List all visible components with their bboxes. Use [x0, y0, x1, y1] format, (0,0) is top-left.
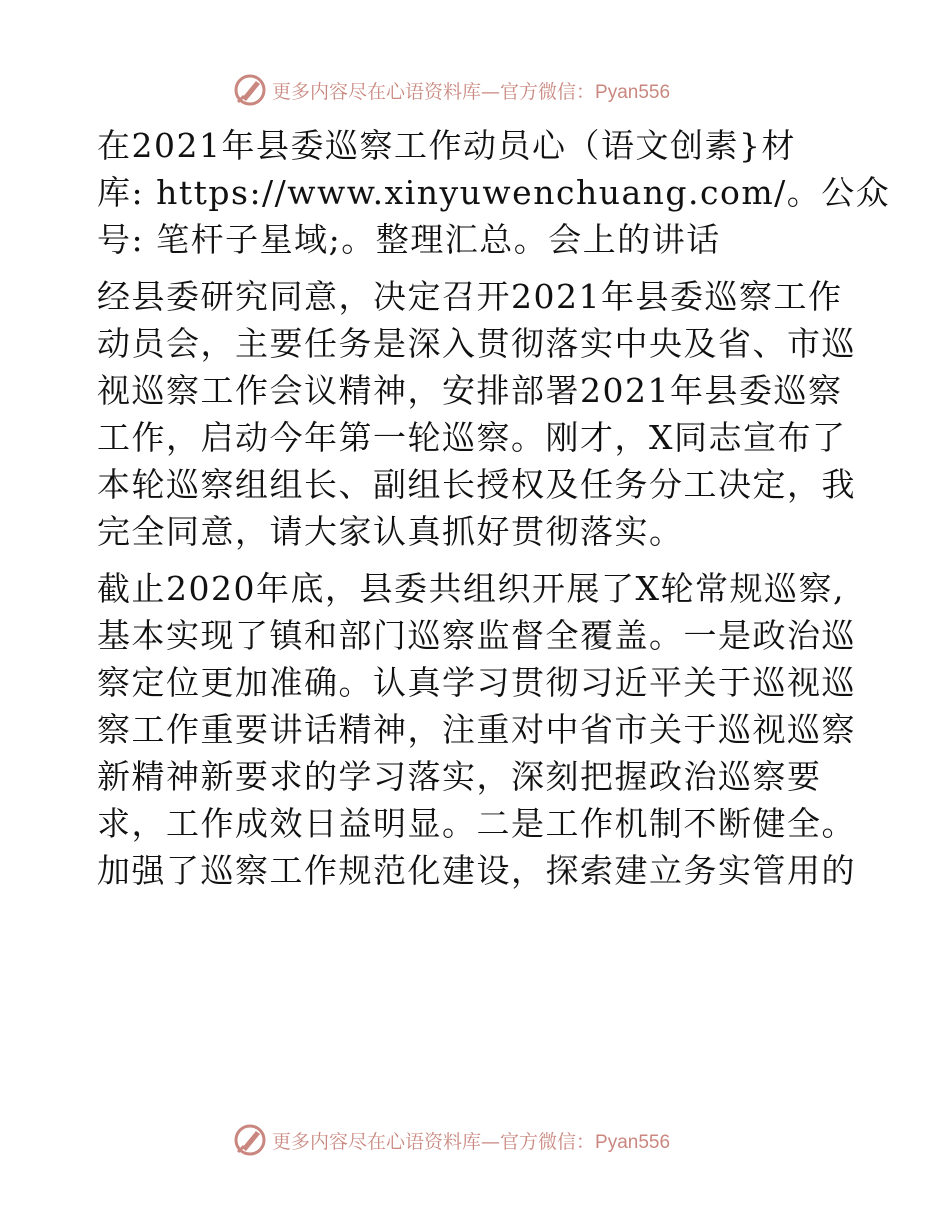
text-line: 新精神新要求的学习落实，深刻把握政治巡察要 [97, 757, 822, 796]
paragraph-2 [97, 273, 856, 555]
text-line: 完全同意，请大家认真抓好贯彻落实。 [97, 512, 684, 551]
watermark-banner-bottom [232, 1120, 712, 1160]
wechat-id: Pyan556 [595, 1131, 671, 1153]
paragraph-1 [97, 122, 891, 263]
watermark-text: 更多内容尽在心语资料库—官方微信：Pyan556 [272, 1130, 671, 1153]
text-line: 库: https://www.xinyuwenchuang.com/。公众 [97, 173, 891, 212]
watermark-banner-top [232, 70, 712, 110]
wechat-id: Pyan556 [595, 81, 671, 103]
pen-logo-icon [232, 1122, 268, 1158]
paragraph-3 [97, 565, 856, 894]
text-line: 号: 笔杆子星域;。整理汇总。会上的讲话 [97, 220, 721, 259]
text-line: 本轮巡察组组长、副组长授权及任务分工决定，我 [97, 465, 856, 504]
text-line: 在2021年县委巡察工作动员心（语文创素}材 [97, 126, 796, 165]
text-line: 截止2020年底，县委共组织开展了X轮常规巡察, [97, 569, 845, 608]
text-line: 察工作重要讲话精神，注重对中省市关于巡视巡察 [97, 710, 856, 749]
document-body [97, 122, 891, 904]
watermark-text: 更多内容尽在心语资料库—官方微信：Pyan556 [272, 80, 671, 103]
text-line: 视巡察工作会议精神，安排部署2021年县委巡察 [97, 371, 843, 410]
text-line: 经县委研究同意，决定召开2021年县委巡察工作 [97, 277, 843, 316]
text-line: 工作，启动今年第一轮巡察。刚才，X同志宣布了 [97, 418, 847, 457]
text-line: 加强了巡察工作规范化建设，探索建立务实管用的 [97, 851, 856, 890]
pen-logo-icon [232, 72, 268, 108]
text-line: 求，工作成效日益明显。二是工作机制不断健全。 [97, 804, 856, 843]
text-line: 动员会，主要任务是深入贯彻落实中央及省、市巡 [97, 324, 856, 363]
text-line: 基本实现了镇和部门巡察监督全覆盖。一是政治巡 [97, 616, 856, 655]
text-line: 察定位更加准确。认真学习贯彻习近平关于巡视巡 [97, 663, 856, 702]
